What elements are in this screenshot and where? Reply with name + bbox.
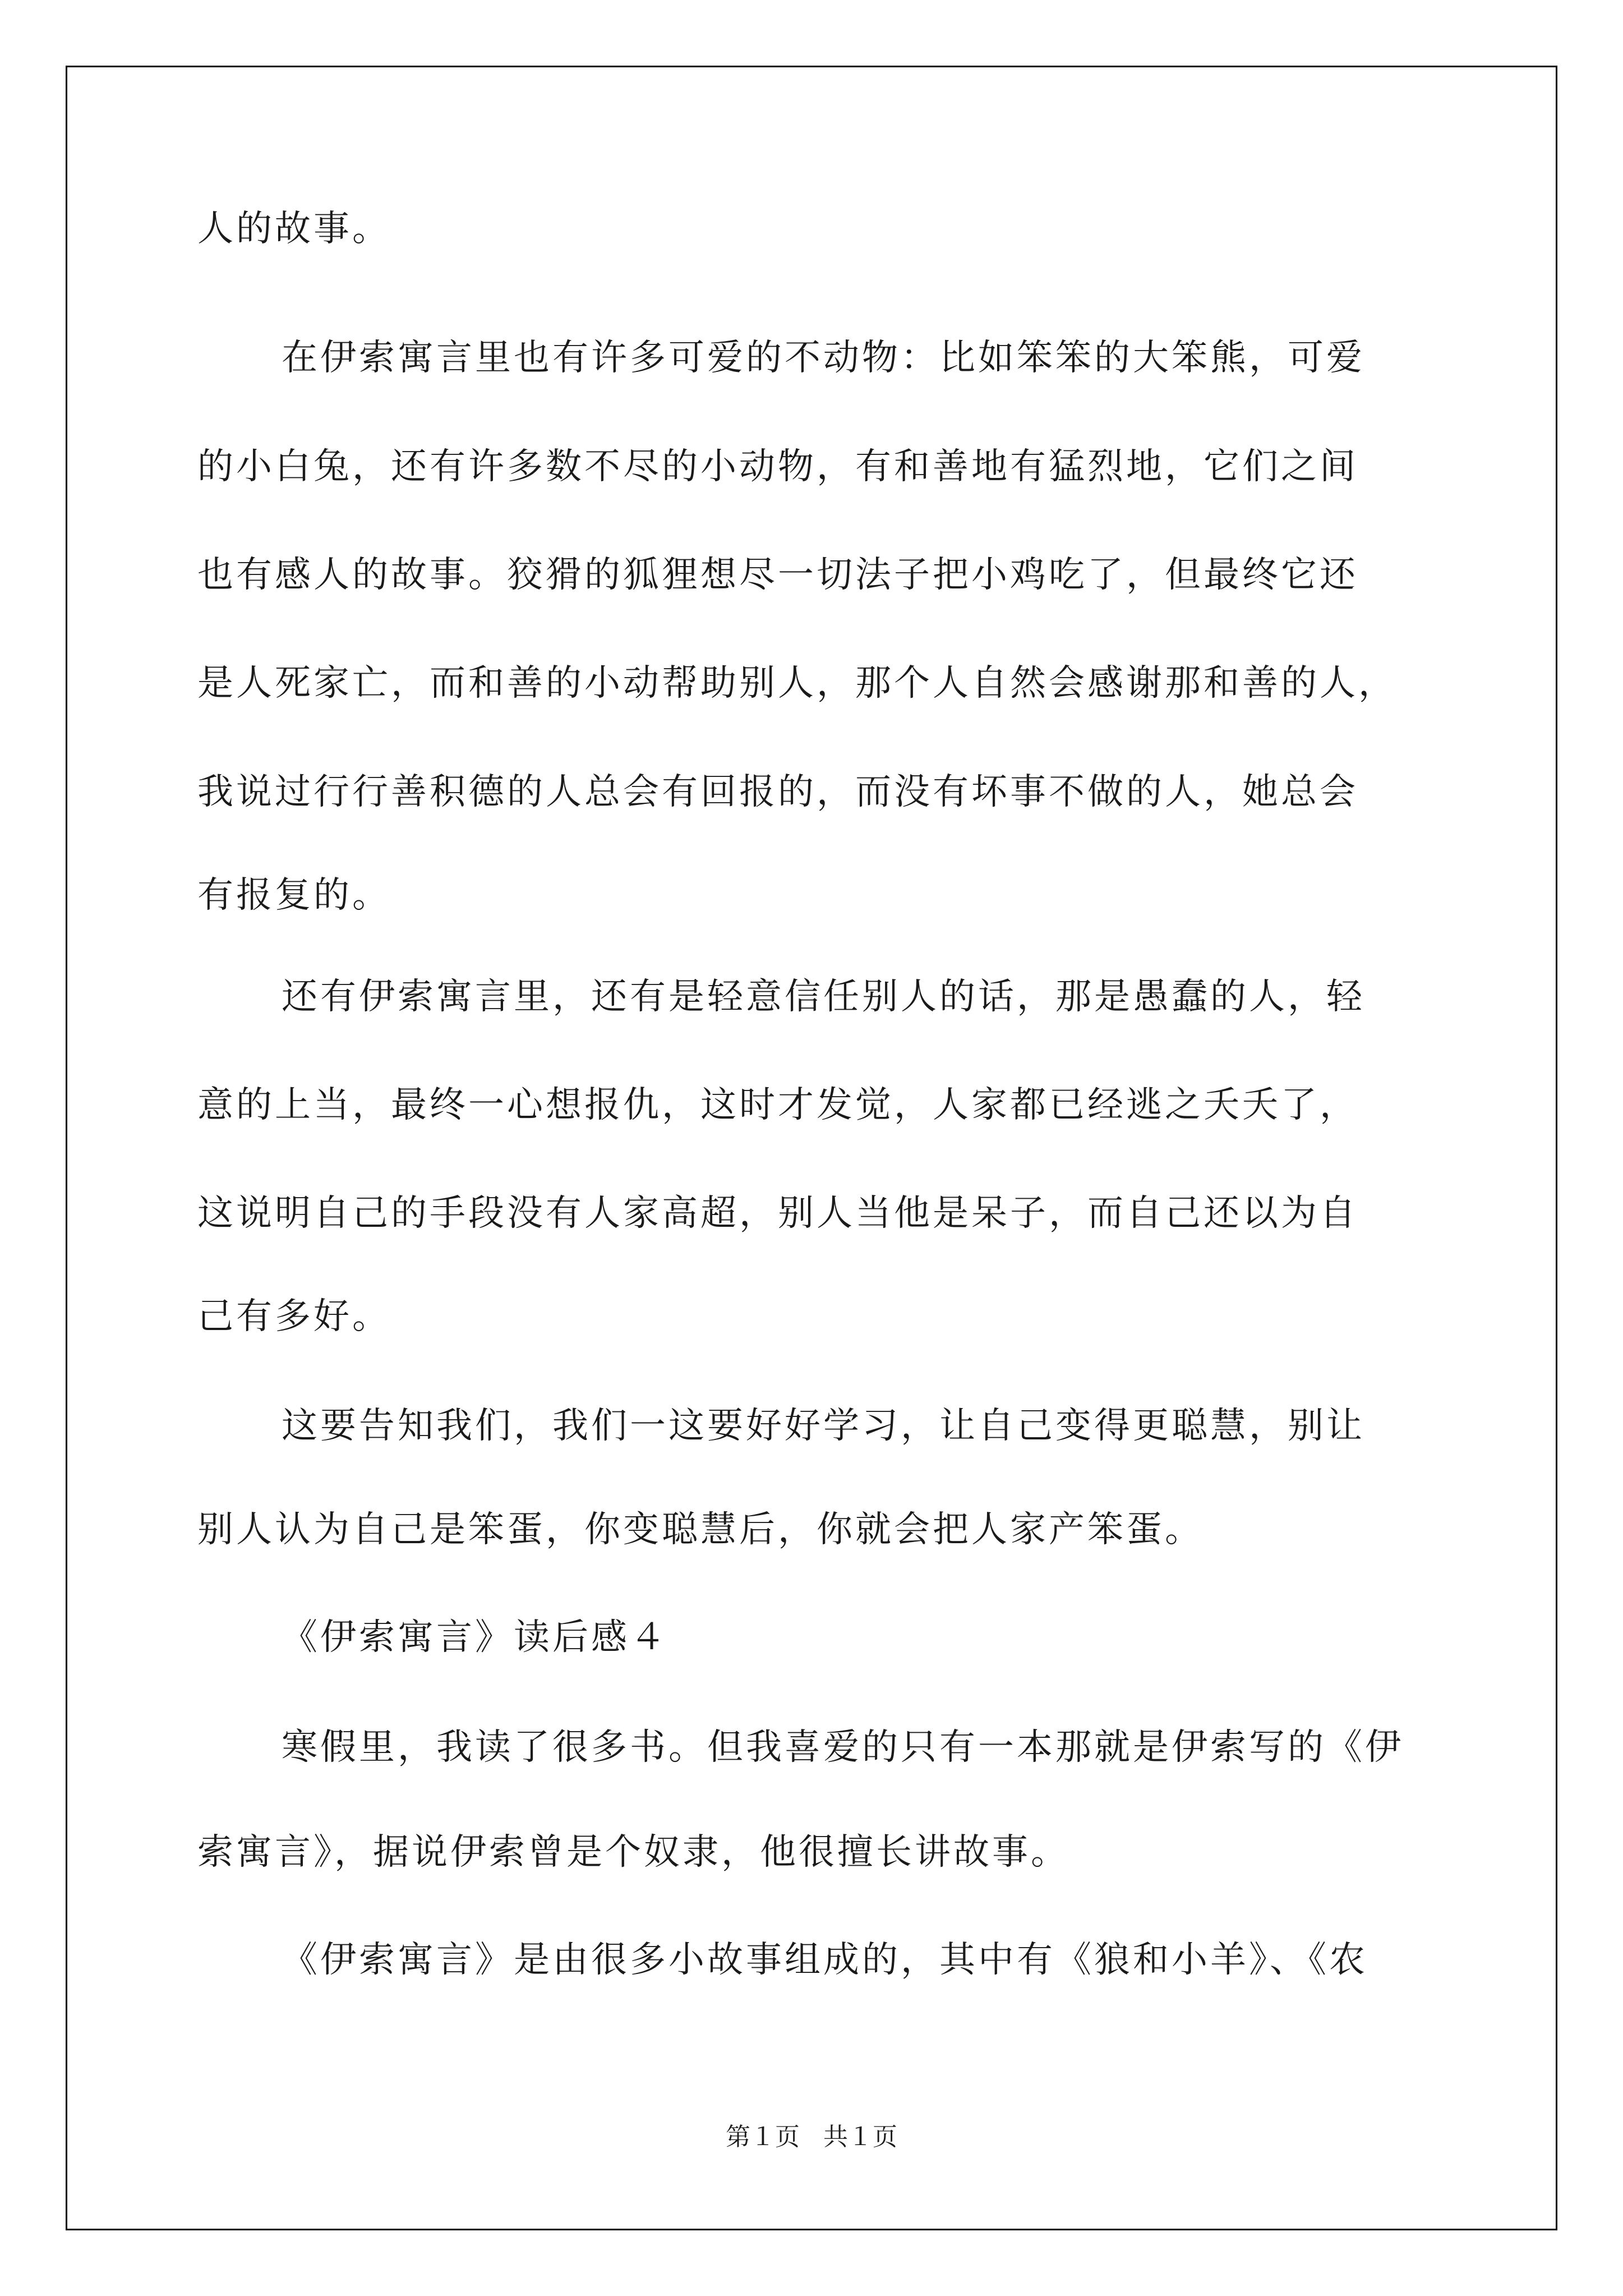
paragraph-first-line: 寒假里，我读了很多书。但我喜爱的只有一本那就是伊索写的《伊	[282, 1727, 1404, 1768]
body-text-line: 的小白兔，还有许多数不尽的小动物，有和善地有猛烈地，它们之间	[197, 446, 1358, 487]
paragraph-first-line: 这要告知我们，我们一这要好好学习，让自己变得更聪慧，别让	[282, 1405, 1365, 1447]
body-text-line: 也有感人的故事。狡猾的狐狸想尽一切法子把小鸡吃了，但最终它还	[197, 554, 1358, 596]
paragraph-first-line: 在伊索寓言里也有许多可爱的不动物：比如笨笨的大笨熊，可爱	[282, 337, 1365, 379]
paragraph-first-line: 还有伊索寓言里，还有是轻意信任别人的话，那是愚蠢的人，轻	[282, 976, 1365, 1018]
page-footer: 第１页 共１页	[726, 2123, 897, 2151]
body-text-line: 这说明自己的手段没有人家高超，别人当他是呆子，而自己还以为自	[197, 1193, 1358, 1234]
body-text-line: 有报复的。	[197, 875, 391, 916]
body-text-line: 是人死家亡，而和善的小动帮助别人，那个人自然会感谢那和善的人，	[197, 662, 1397, 704]
body-text-line: 我说过行行善积德的人总会有回报的，而没有坏事不做的人，她总会	[197, 771, 1358, 813]
section-heading: 《伊索寓言》读后感４	[282, 1617, 668, 1658]
body-text-line: 别人认为自己是笨蛋，你变聪慧后，你就会把人家产笨蛋。	[197, 1509, 1204, 1550]
page-border	[66, 66, 1557, 2230]
paragraph-first-line: 《伊索寓言》是由很多小故事组成的，其中有《狼和小羊》、《农	[282, 1939, 1368, 1981]
body-text-line: 索寓言》，据说伊索曾是个奴隶，他很擅长讲故事。	[197, 1832, 1069, 1873]
body-text-line: 己有多好。	[197, 1296, 391, 1337]
body-text-line: 意的上当，最终一心想报仇，这时才发觉，人家都已经逃之夭夭了，	[197, 1084, 1358, 1126]
body-text-line: 人的故事。	[197, 208, 391, 250]
